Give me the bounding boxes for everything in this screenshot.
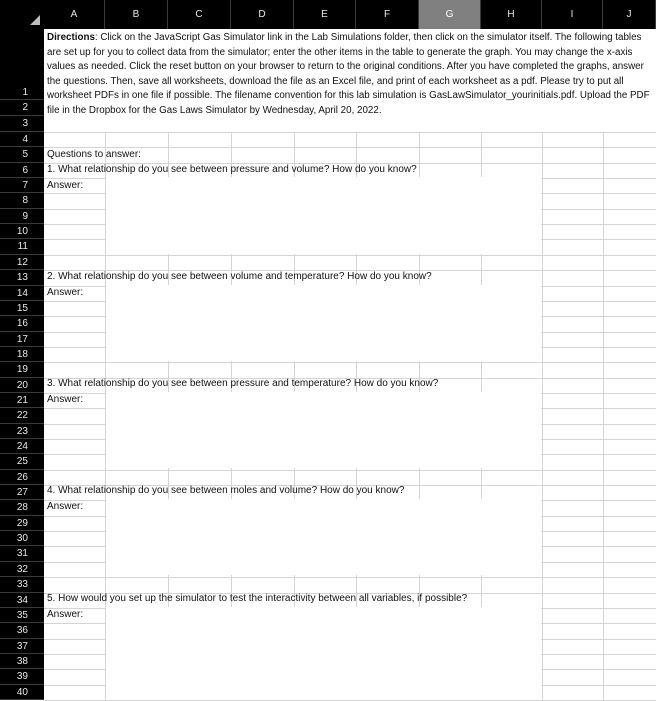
row-header-8[interactable]: 8 [0, 193, 44, 208]
row-header-7[interactable]: 7 [0, 178, 44, 193]
answer-box-4[interactable] [106, 499, 541, 575]
row-gridline [44, 132, 656, 133]
directions-text [47, 31, 653, 119]
row-header-29[interactable]: 29 [0, 516, 44, 531]
row-gridline [44, 255, 656, 256]
column-header-j[interactable]: J [603, 0, 656, 29]
row-header-27[interactable]: 27 [0, 485, 44, 500]
row-header-16[interactable]: 16 [0, 316, 44, 331]
column-header-f[interactable]: F [356, 0, 419, 29]
row-header-13[interactable]: 13 [0, 270, 44, 285]
row-header-32[interactable]: 32 [0, 562, 44, 577]
answer-box-3[interactable] [106, 392, 541, 468]
row-header-14[interactable]: 14 [0, 286, 44, 301]
row-header-19[interactable]: 19 [0, 362, 44, 377]
questions-header: Questions to answer: [47, 149, 141, 160]
row-header-21[interactable]: 21 [0, 393, 44, 408]
column-header-h[interactable]: H [481, 0, 542, 29]
row-header-15[interactable]: 15 [0, 301, 44, 316]
column-header-a[interactable]: A [44, 0, 105, 29]
row-header-11[interactable]: 11 [0, 239, 44, 254]
row-header-37[interactable]: 37 [0, 639, 44, 654]
select-all-triangle-icon [30, 15, 40, 25]
row-header-18[interactable]: 18 [0, 347, 44, 362]
row-header-25[interactable]: 25 [0, 454, 44, 469]
row-header-17[interactable]: 17 [0, 332, 44, 347]
question-2: 2. What relationship do you see between volume and temperature? How do you know? [47, 271, 432, 282]
directions-cell[interactable] [44, 29, 656, 132]
row-header-28[interactable]: 28 [0, 500, 44, 515]
answer-box-5[interactable] [106, 607, 541, 700]
row-header-23[interactable]: 23 [0, 424, 44, 439]
column-gridline [603, 132, 604, 700]
question-3: 3. What relationship do you see between pressure and temperature? How do you know? [47, 378, 439, 389]
row-header-31[interactable]: 31 [0, 546, 44, 561]
answer-box-2[interactable] [106, 285, 541, 361]
question-1: 1. What relationship do you see between pressure and volume? How do you know? [47, 164, 417, 175]
answer-box-1[interactable] [106, 177, 541, 254]
row-header-20[interactable]: 20 [0, 378, 44, 393]
column-header-e[interactable]: E [294, 0, 356, 29]
column-header-g[interactable]: G [419, 0, 481, 29]
row-header-12[interactable]: 12 [0, 255, 44, 270]
answer-label-2: Answer: [47, 287, 84, 298]
row-gridline [44, 577, 656, 578]
row-gridline [44, 362, 656, 363]
row-gridline [44, 470, 656, 471]
row-header-33[interactable]: 33 [0, 577, 44, 592]
column-header-i[interactable]: I [542, 0, 603, 29]
answer-label-4: Answer: [47, 501, 84, 512]
row-header-1[interactable]: 1 [0, 29, 44, 100]
row-header-30[interactable]: 30 [0, 531, 44, 546]
cell-grid[interactable] [44, 29, 656, 700]
row-header-2[interactable]: 2 [0, 100, 44, 116]
question-4: 4. What relationship do you see between moles and volume? How do you know? [47, 485, 405, 496]
row-header-36[interactable]: 36 [0, 623, 44, 638]
answer-label-3: Answer: [47, 394, 84, 405]
row-header-26[interactable]: 26 [0, 470, 44, 485]
row-header-35[interactable]: 35 [0, 608, 44, 623]
answer-label-1: Answer: [47, 180, 84, 191]
row-header-40[interactable]: 40 [0, 685, 44, 700]
row-header-34[interactable]: 34 [0, 593, 44, 608]
column-header-c[interactable]: C [168, 0, 231, 29]
row-header-10[interactable]: 10 [0, 224, 44, 239]
row-header-4[interactable]: 4 [0, 132, 44, 147]
answer-label-5: Answer: [47, 609, 84, 620]
row-header-22[interactable]: 22 [0, 408, 44, 423]
row-header-3[interactable]: 3 [0, 116, 44, 132]
directions-body: : Click on the JavaScript Gas Simulator link in the Lab Simulations folder, then click on the simulator itself. The following tables are set up for you to collect data from the simulator; enter the other items in the table to generate the graph. You may change the x-axis values as needed. Click the reset button on your browser to return to the original conditions. After you have completed the graphs, answer the questions. Then, save all worksheets, download the file as an Excel file, and print of each worksheet as a pdf. Please try to put all worksheet PDFs in one file if possible. The filename convention for this lab simulation is GasLawSimulator_yourinitials.pdf. Upload the PDF file in the Dropbox for the Gas Laws Simulator by Wednesday, April 20, 2022. [47, 32, 650, 116]
select-all-corner[interactable] [0, 0, 45, 29]
column-gridline [542, 132, 543, 700]
column-header-d[interactable]: D [231, 0, 294, 29]
row-header-6[interactable]: 6 [0, 163, 44, 178]
question-5: 5. How would you set up the simulator to test the interactivity between all variables, if possible? [47, 593, 468, 604]
row-header-5[interactable]: 5 [0, 147, 44, 162]
row-header-39[interactable]: 39 [0, 669, 44, 684]
directions-label: Directions [47, 32, 95, 43]
row-header-38[interactable]: 38 [0, 654, 44, 669]
row-header-24[interactable]: 24 [0, 439, 44, 454]
row-header-9[interactable]: 9 [0, 209, 44, 224]
column-header-b[interactable]: B [105, 0, 168, 29]
